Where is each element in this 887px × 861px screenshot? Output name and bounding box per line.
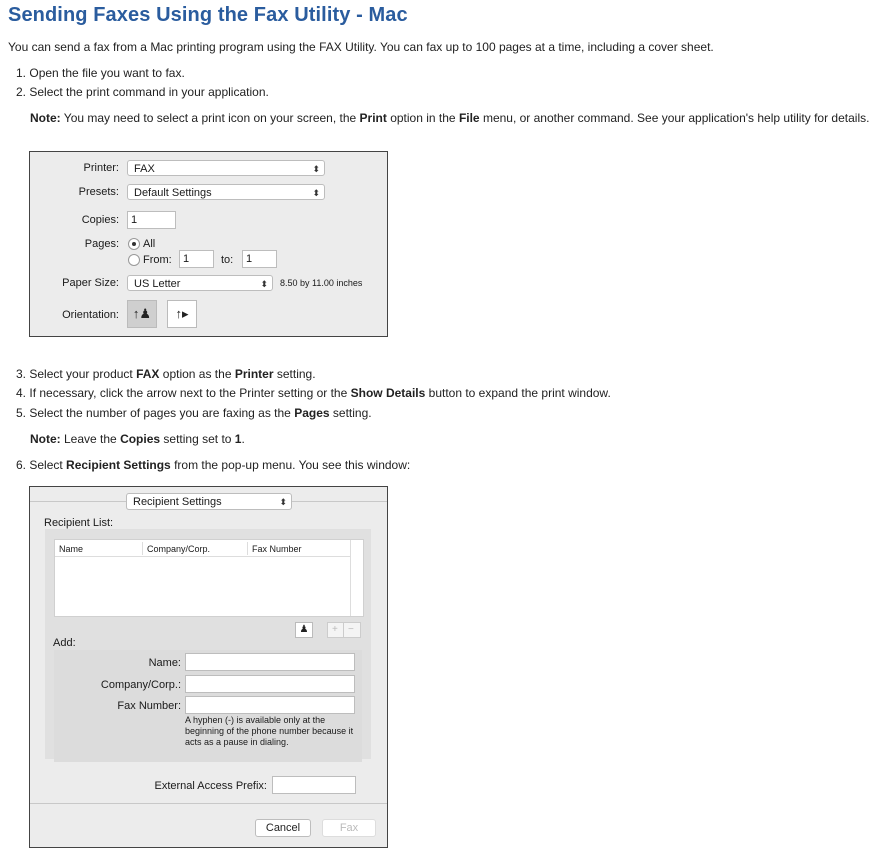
portrait-orientation-button[interactable] <box>127 300 157 328</box>
add-remove-buttons[interactable] <box>327 622 361 638</box>
intro-text: You can send a fax from a Mac printing program using the FAX Utility. You can fax up to 100 pages at a time, including a cover sheet. <box>8 40 714 54</box>
col-divider <box>247 542 248 555</box>
pages-to-label: to: <box>221 254 234 266</box>
note-text: menu, or another command. See your application's help utility for details. <box>479 111 870 125</box>
pages-from-input[interactable]: 1 <box>179 250 214 268</box>
fax-button[interactable]: Fax <box>322 819 376 837</box>
portrait-icon: ↑♟ <box>132 306 152 321</box>
pages-to-input[interactable]: 1 <box>242 250 277 268</box>
landscape-icon: ↑▸ <box>175 306 189 321</box>
step-text: from the pop-up menu. You see this window: <box>170 458 411 472</box>
copies-label: Copies: <box>81 214 119 226</box>
step-bold: Pages <box>294 406 330 420</box>
note-label: Note: <box>30 111 61 125</box>
updown-arrows-icon: ⬍ <box>260 279 268 289</box>
page-title: Sending Faxes Using the Fax Utility - Mac <box>8 4 408 26</box>
step-bold: Show Details <box>350 386 426 400</box>
pages-range-radio[interactable] <box>128 254 140 266</box>
divider <box>343 623 344 637</box>
hint-line-1: A hyphen (-) is available only at the <box>185 715 326 725</box>
updown-arrows-icon: ⬍ <box>279 497 287 507</box>
print-dialog-screenshot <box>29 151 388 337</box>
name-input[interactable] <box>185 653 355 671</box>
note-text: You may need to select a print icon on your screen, the <box>60 111 360 125</box>
note-label: Note: <box>30 432 61 446</box>
paper-size-label: Paper Size: <box>62 277 119 289</box>
updown-arrows-icon: ⬍ <box>312 164 320 174</box>
recipient-settings-screenshot <box>29 486 388 848</box>
step-3 <box>16 367 316 381</box>
step-4 <box>16 386 611 400</box>
presets-value: Default Settings <box>134 187 212 199</box>
external-access-prefix-input[interactable] <box>272 776 356 794</box>
updown-arrows-icon: ⬍ <box>312 188 320 198</box>
pages-label: Pages: <box>84 238 119 250</box>
recipient-list-table[interactable] <box>54 539 364 617</box>
printer-label: Printer: <box>83 162 119 174</box>
note-text: . <box>241 432 245 446</box>
step-number: 1. <box>16 66 27 80</box>
step-text: Select the number of pages you are faxing as the <box>29 406 295 420</box>
col-company: Company/Corp. <box>147 544 211 554</box>
step-text: setting. <box>273 367 316 381</box>
note-text: option in the <box>386 111 459 125</box>
pages-from-label: From: <box>143 254 172 266</box>
plus-icon: + <box>332 624 338 635</box>
step-text: Select the print command in your application. <box>29 85 269 99</box>
hint-line-3: acts as a pause in dialing. <box>185 737 289 747</box>
recipient-settings-popup[interactable] <box>126 493 292 510</box>
name-label: Name: <box>148 657 181 669</box>
company-label: Company/Corp.: <box>100 679 181 691</box>
step-text: Open the file you want to fax. <box>29 66 185 80</box>
paper-size-select[interactable] <box>127 275 273 291</box>
step-bold: FAX <box>136 367 160 381</box>
step-number: 6. <box>16 458 27 472</box>
pages-all-label: All <box>143 238 156 250</box>
fax-number-input[interactable] <box>185 696 355 714</box>
printer-value: FAX <box>134 163 155 175</box>
note-bold: Copies <box>120 432 161 446</box>
step-text: button to expand the print window. <box>425 386 611 400</box>
fax-number-label: Fax Number: <box>117 700 181 712</box>
step-number: 2. <box>16 85 27 99</box>
step-text: Select <box>29 458 67 472</box>
prefix-label: External Access Prefix: <box>154 780 267 792</box>
note-text: Leave the <box>60 432 121 446</box>
step-1 <box>16 66 185 80</box>
step-6 <box>16 458 410 472</box>
step-text: setting. <box>329 406 372 420</box>
copies-input[interactable]: 1 <box>127 211 176 229</box>
note-text: setting set to <box>160 432 235 446</box>
note-1 <box>30 111 869 125</box>
step-text: If necessary, click the arrow next to the Printer setting or the <box>29 386 351 400</box>
step-number: 4. <box>16 386 27 400</box>
step-bold: Recipient Settings <box>66 458 171 472</box>
divider <box>30 803 387 804</box>
minus-icon: − <box>348 624 354 635</box>
contact-button[interactable] <box>295 622 313 638</box>
step-number: 3. <box>16 367 27 381</box>
paper-size-value: US Letter <box>134 278 181 290</box>
paper-dimensions: 8.50 by 11.00 inches <box>280 278 363 288</box>
step-number: 5. <box>16 406 27 420</box>
col-divider <box>142 542 143 555</box>
company-input[interactable] <box>185 675 355 693</box>
step-text: Select your product <box>29 367 137 381</box>
add-label: Add: <box>53 637 76 649</box>
presets-select[interactable] <box>127 184 325 200</box>
presets-label: Presets: <box>78 186 119 198</box>
note-2 <box>30 432 245 446</box>
printer-select[interactable] <box>127 160 325 176</box>
note-bold: 1 <box>234 432 242 446</box>
scroll-divider <box>350 540 351 616</box>
popup-value: Recipient Settings <box>133 496 222 508</box>
person-icon: ♟ <box>299 624 309 635</box>
step-text: option as the <box>159 367 235 381</box>
step-2 <box>16 85 269 99</box>
col-fax: Fax Number <box>252 544 302 554</box>
pages-all-radio[interactable] <box>128 238 140 250</box>
note-bold: File <box>458 111 480 125</box>
hint-line-2: beginning of the phone number because it <box>185 726 354 736</box>
step-5 <box>16 406 372 420</box>
landscape-orientation-button[interactable] <box>167 300 197 328</box>
note-bold: Print <box>359 111 387 125</box>
recipient-list-label: Recipient List: <box>44 517 114 529</box>
col-name: Name <box>59 544 84 554</box>
orientation-label: Orientation: <box>62 309 119 321</box>
cancel-button[interactable]: Cancel <box>255 819 311 837</box>
step-bold: Printer <box>234 367 274 381</box>
